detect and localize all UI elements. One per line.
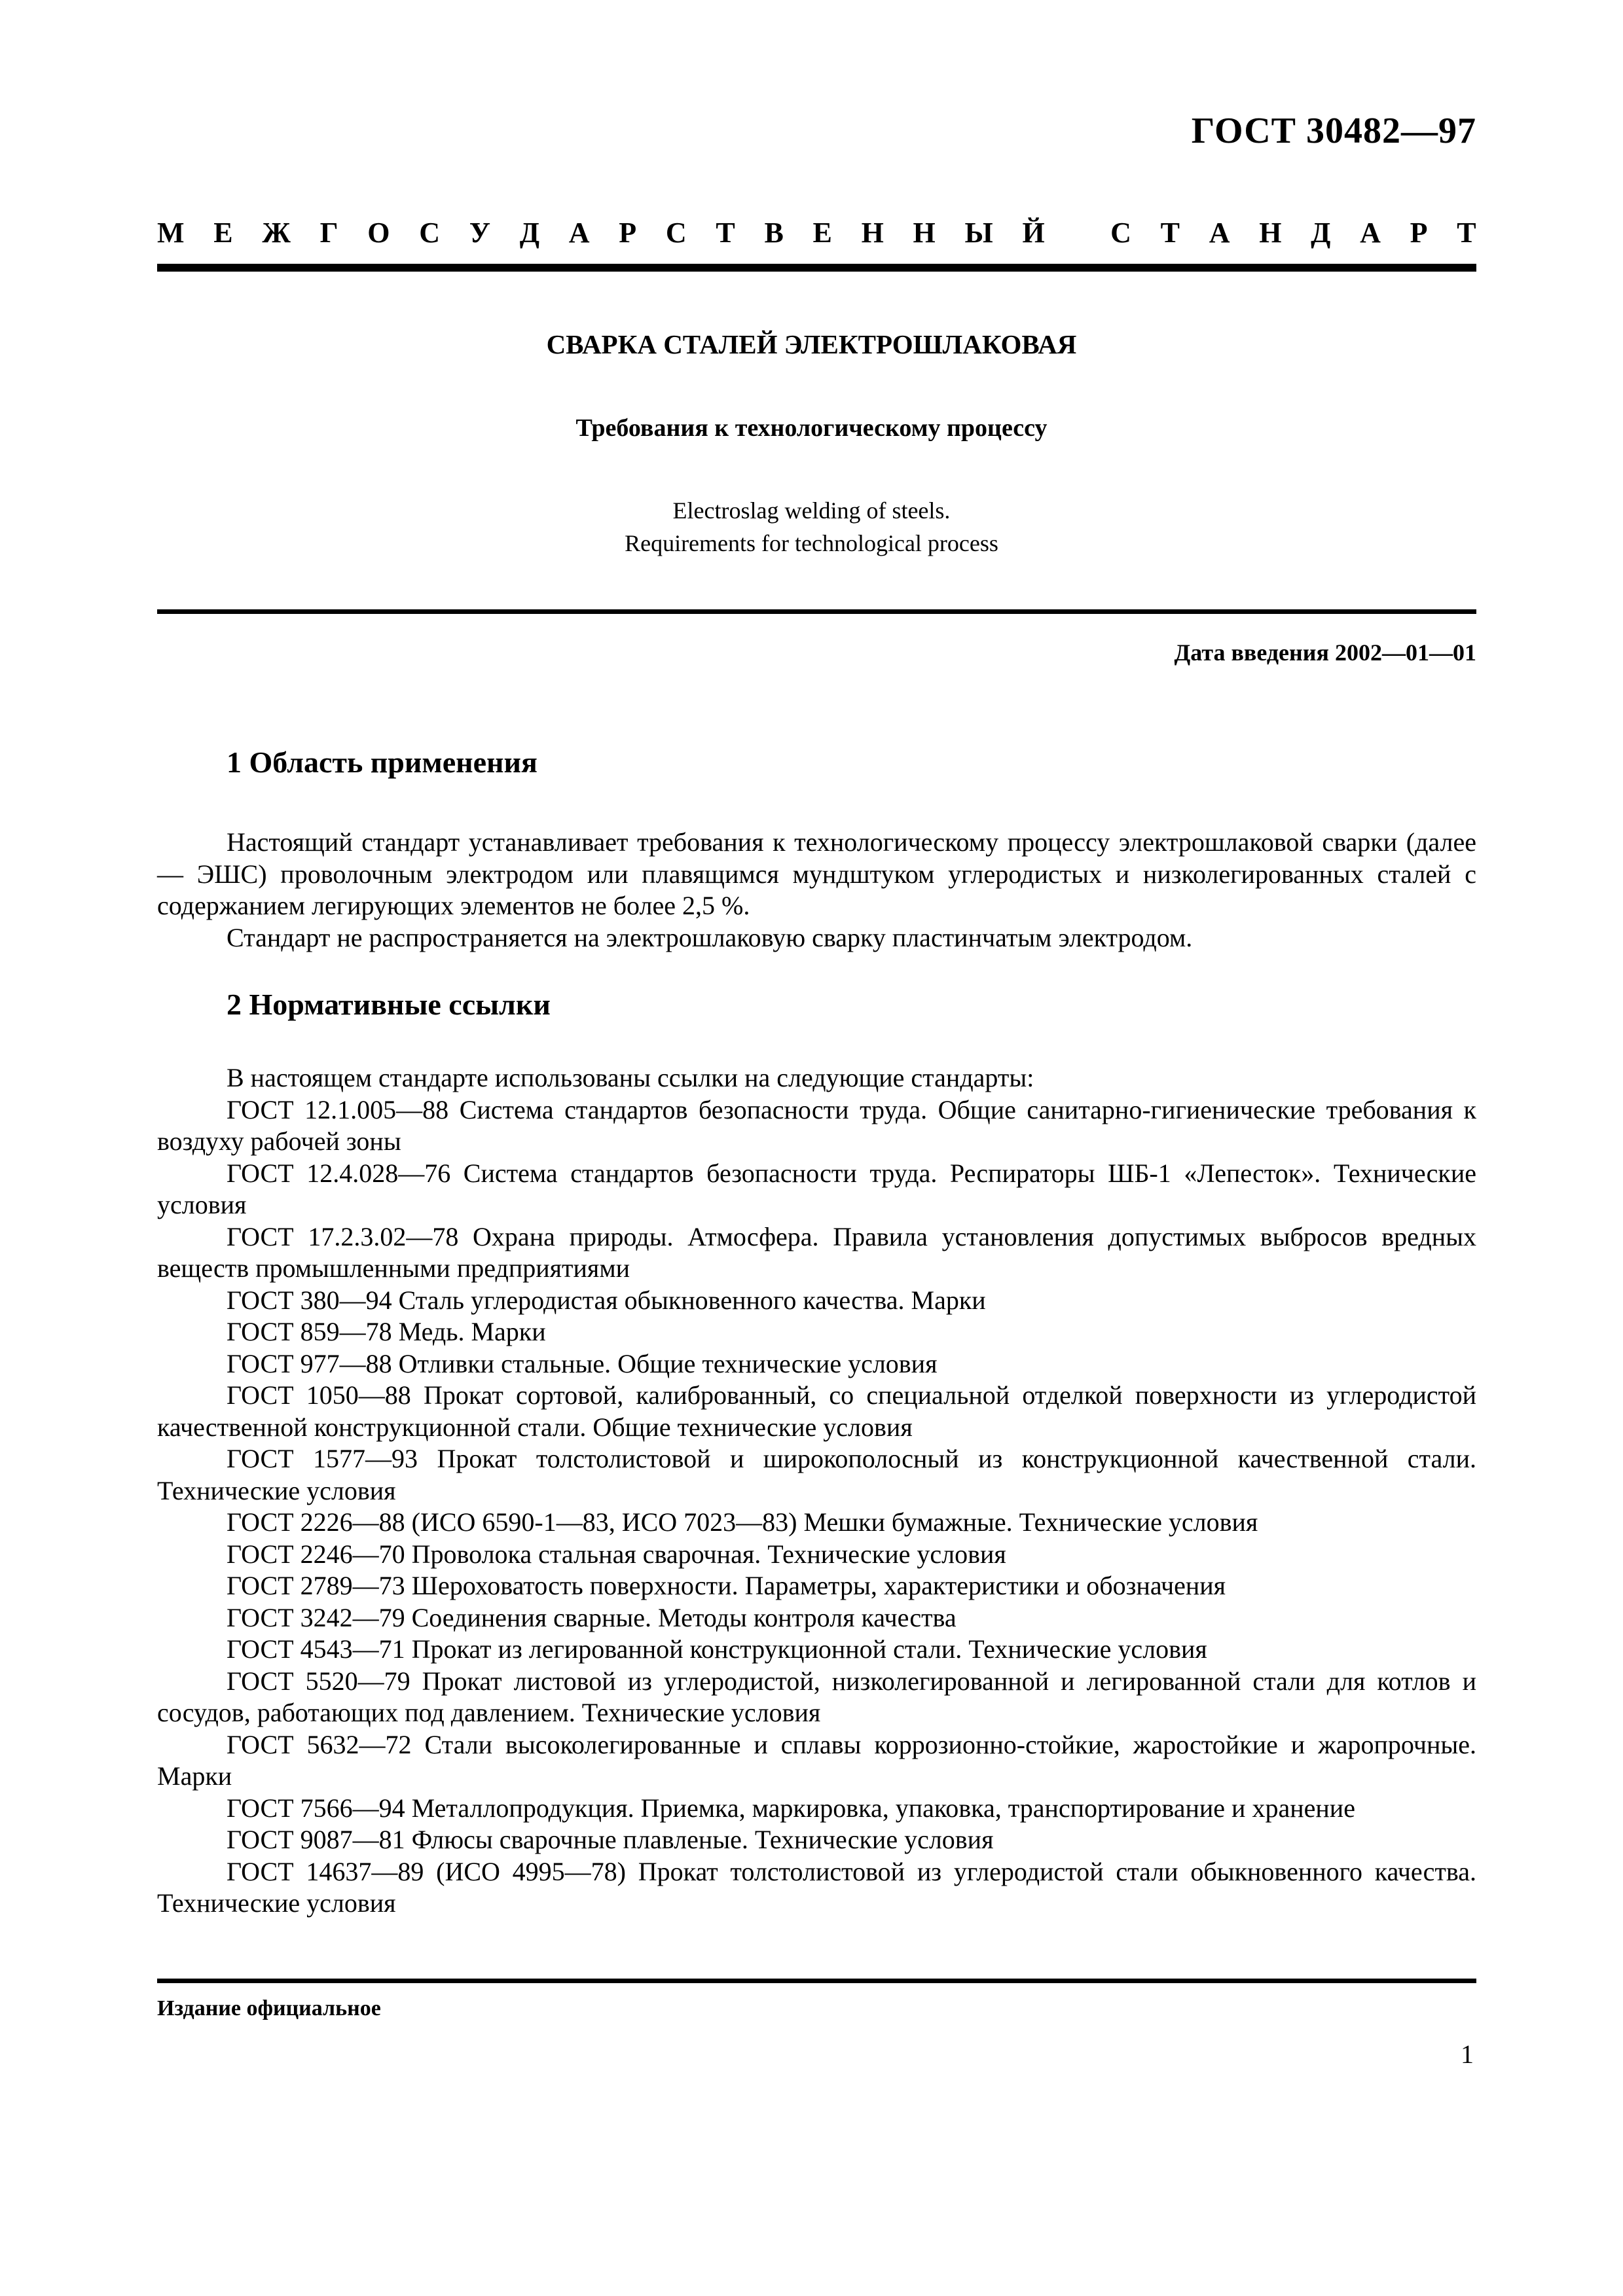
banner-gap <box>1074 216 1081 249</box>
page-number: 1 <box>1461 2039 1474 2069</box>
reference-item: ГОСТ 2789—73 Шероховатость поверхности. Параметры, характеристики и обозначения <box>227 1571 1226 1600</box>
reference-item: ГОСТ 7566—94 Металлопродукция. Приемка, маркировка, упаковка, транспортирование и хранение <box>227 1793 1355 1823</box>
reference-item: ГОСТ 380—94 Сталь углеродистая обыкновенного качества. Марки <box>227 1285 986 1315</box>
banner-letter: С <box>419 217 441 249</box>
section-heading-references: 2 Нормативные ссылки <box>227 988 551 1021</box>
banner-letter: Т <box>1457 217 1476 249</box>
banner-letter: Й <box>1022 217 1045 249</box>
paragraph: В настоящем стандарте использованы ссылки на следующие стандарты: <box>227 1063 1034 1092</box>
banner-letter: С <box>1110 217 1131 249</box>
paragraph: Стандарт не распространяется на электрошлаковую сварку пластинчатым электродом. <box>227 922 1193 952</box>
section-scope-body <box>157 827 1476 954</box>
reference-item: ГОСТ 1050—88 Прокат сортовой, калиброванный, со специальной отделкой поверхности из углеродистой качественной конструкционной стали. Общие технические условия <box>157 1380 1476 1442</box>
document-subtitle: Требования к технологическому процессу <box>575 414 1048 442</box>
banner-letter: Н <box>861 217 884 249</box>
introduction-date: Дата введения 2002—01—01 <box>1174 639 1476 666</box>
footer-divider <box>157 1979 1476 1983</box>
edition-label: Издание официальное <box>157 1996 381 2020</box>
banner-letter: Д <box>1311 217 1331 249</box>
section-references-body <box>157 1062 1476 1920</box>
banner-letter: М <box>157 217 185 249</box>
reference-item: ГОСТ 859—78 Медь. Марки <box>227 1317 546 1346</box>
reference-item: ГОСТ 9087—81 Флюсы сварочные плавленые. Технические условия <box>227 1825 994 1854</box>
banner-letter: Ж <box>262 217 291 249</box>
reference-item: ГОСТ 4543—71 Прокат из легированной конструкционной стали. Технические условия <box>227 1634 1207 1664</box>
reference-item: ГОСТ 2226—88 (ИСО 6590-1—83, ИСО 7023—83) Мешки бумажные. Технические условия <box>227 1507 1258 1537</box>
document-title: СВАРКА СТАЛЕЙ ЭЛЕКТРОШЛАКОВАЯ <box>546 329 1077 359</box>
header-divider <box>157 264 1476 272</box>
paragraph: Настоящий стандарт устанавливает требования к технологическому процессу электрошлаковой сварки (далее — ЭШС) проволочным электродом или плавящимся мундштуком углеродистых и низколегированных сталей с содержанием легирующих элементов не более 2,5 %. <box>157 827 1476 920</box>
banner-letter: О <box>367 217 390 249</box>
banner-letter: Е <box>812 217 832 249</box>
banner-letter: Н <box>913 217 936 249</box>
english-title <box>0 494 1623 560</box>
document-code: ГОСТ 30482—97 <box>1191 111 1476 151</box>
reference-item: ГОСТ 5632—72 Стали высоколегированные и сплавы коррозионно-стойкие, жаростойкие и жаропрочные. Марки <box>157 1729 1476 1791</box>
banner-letter: Н <box>1259 217 1282 249</box>
banner-letter: Г <box>319 217 338 249</box>
banner-letter: Ы <box>964 217 993 249</box>
reference-item: ГОСТ 12.1.005—88 Система стандартов безопасности труда. Общие санитарно-гигиенические требования к воздуху рабочей зоны <box>157 1094 1476 1156</box>
banner-letter: Р <box>1410 217 1428 249</box>
reference-item: ГОСТ 12.4.028—76 Система стандартов безопасности труда. Респираторы ШБ-1 «Лепесток». Технические условия <box>157 1158 1476 1219</box>
section-heading-scope: 1 Область применения <box>227 745 538 779</box>
banner-letter: У <box>469 217 491 249</box>
banner-letter: Д <box>519 217 540 249</box>
banner-letter: Е <box>213 217 233 249</box>
reference-item: ГОСТ 1577—93 Прокат толстолистовой и широкополосный из конструкционной качественной стали. Технические условия <box>157 1444 1476 1505</box>
banner-letter: А <box>568 217 590 249</box>
banner-letter: Т <box>1160 217 1180 249</box>
reference-item: ГОСТ 977—88 Отливки стальные. Общие технические условия <box>227 1348 938 1378</box>
banner-letter: А <box>1209 217 1230 249</box>
reference-item: ГОСТ 5520—79 Прокат листовой из углеродистой, низколегированной и легированной стали для котлов и сосудов, работающих под давлением. Технические условия <box>157 1666 1476 1727</box>
banner-letter: Т <box>716 217 735 249</box>
reference-item: ГОСТ 3242—79 Соединения сварные. Методы контроля качества <box>227 1602 957 1632</box>
banner-letter: С <box>665 217 687 249</box>
banner-letter: В <box>764 217 784 249</box>
reference-item: ГОСТ 17.2.3.02—78 Охрана природы. Атмосфера. Правила установления допустимых выбросов вредных веществ промышленными предприятиями <box>157 1221 1476 1283</box>
english-title-line: Requirements for technological process <box>625 530 998 556</box>
interstate-standard-banner <box>157 216 1476 249</box>
english-title-line: Electroslag welding of steels. <box>672 497 951 524</box>
title-divider <box>157 609 1476 614</box>
banner-letter: А <box>1360 217 1381 249</box>
banner-letter: Р <box>619 217 637 249</box>
reference-item: ГОСТ 2246—70 Проволока стальная сварочная. Технические условия <box>227 1539 1006 1569</box>
reference-item: ГОСТ 14637—89 (ИСО 4995—78) Прокат толстолистовой из углеродистой стали обыкновенного качества. Технические условия <box>157 1856 1476 1918</box>
